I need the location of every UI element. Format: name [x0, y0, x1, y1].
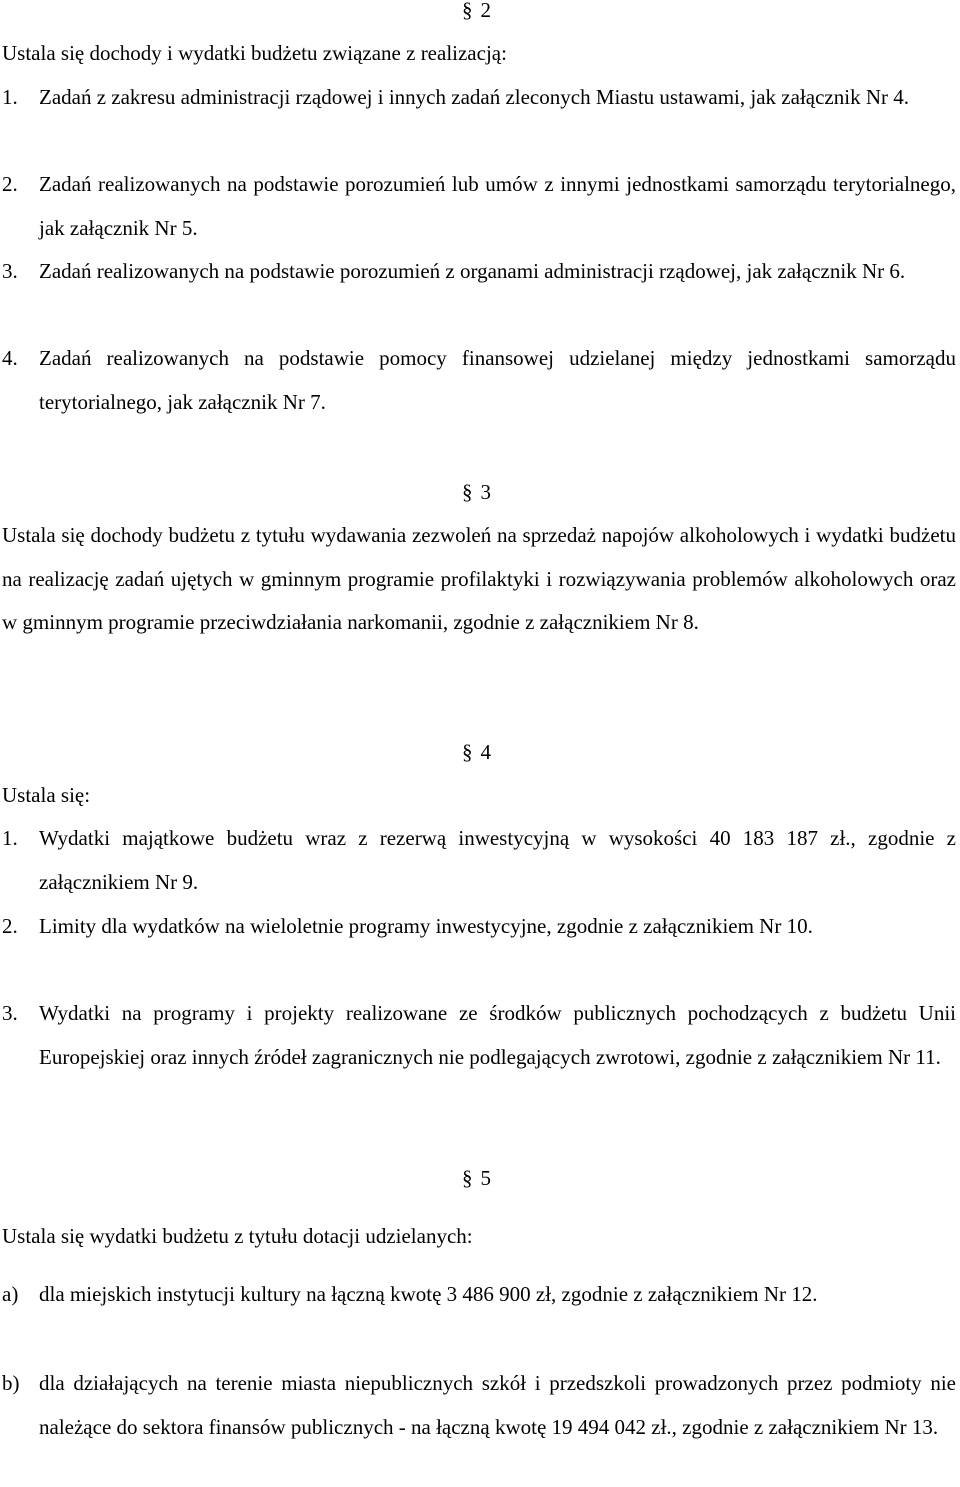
section-heading-2 — [462, 0, 491, 22]
item-number: a) — [2, 1282, 19, 1306]
item-number: 4. — [2, 346, 18, 370]
section-number: 3 — [480, 480, 491, 504]
item-number: 3. — [2, 1001, 18, 1025]
section-symbol: § — [462, 1166, 473, 1190]
item-text: Wydatki na programy i projekty realizowane ze środków publicznych pochodzących z budżetu Unii Europejskiej oraz innych źródeł zagranicznych nie podlegających zwrotowi, zgodnie z załącznikiem Nr 11. — [39, 1001, 956, 1069]
item-text: dla działających na terenie miasta niepublicznych szkół i przedszkoli prowadzonych przez podmioty nie należące do sektora finansów publicznych - na łączną kwotę 19 494 042 zł., zgodnie z załącznikiem Nr 13. — [39, 1371, 956, 1439]
section-2-item-3 — [2, 250, 956, 294]
item-number: 1. — [2, 85, 18, 109]
section-3-paragraph: Ustala się dochody budżetu z tytułu wydawania zezwoleń na sprzedaż napojów alkoholowych i wydatki budżetu na realizację zadań ujętych w gminnym programie profilaktyki i rozwiązywania problemów alkoholowych oraz w gminnym programie przeciwdziałania narkomanii, zgodnie z załącznikiem Nr 8. — [2, 523, 956, 634]
section-number: 2 — [480, 0, 491, 22]
section-2-intro: Ustala się dochody i wydatki budżetu związane z realizacją: — [2, 41, 507, 65]
section-5-item-b — [2, 1362, 956, 1449]
item-text: Zadań realizowanych na podstawie pomocy finansowej udzielanej między jednostkami samorządu terytorialnego, jak załącznik Nr 7. — [39, 346, 956, 414]
item-number: 1. — [2, 826, 18, 850]
section-symbol: § — [462, 0, 473, 22]
item-text: Limity dla wydatków na wieloletnie programy inwestycyjne, zgodnie z załącznikiem Nr 10. — [39, 914, 813, 938]
section-4-item-3 — [2, 992, 956, 1079]
section-5-item-a — [2, 1273, 956, 1317]
section-number: 5 — [480, 1166, 491, 1190]
item-number: b) — [2, 1371, 20, 1395]
item-text: Zadań realizowanych na podstawie porozumień lub umów z innymi jednostkami samorządu terytorialnego, jak załącznik Nr 5. — [39, 172, 956, 240]
section-number: 4 — [480, 740, 491, 764]
section-2-item-1 — [2, 76, 956, 120]
item-number: 3. — [2, 259, 18, 283]
section-heading-3 — [462, 480, 491, 504]
section-symbol: § — [462, 480, 473, 504]
section-heading-4 — [462, 740, 491, 764]
section-4-intro: Ustala się: — [2, 783, 91, 807]
section-2-item-4 — [2, 337, 956, 424]
item-text: dla miejskich instytucji kultury na łączną kwotę 3 486 900 zł, zgodnie z załącznikiem Nr 12. — [39, 1282, 818, 1306]
item-number: 2. — [2, 914, 18, 938]
section-4-item-1 — [2, 817, 956, 904]
section-symbol: § — [462, 740, 473, 764]
section-4-item-2 — [2, 905, 956, 949]
section-5-intro: Ustala się wydatki budżetu z tytułu dotacji udzielanych: — [2, 1224, 473, 1248]
item-number: 2. — [2, 172, 18, 196]
section-2-item-2 — [2, 163, 956, 250]
item-text: Zadań realizowanych na podstawie porozumień z organami administracji rządowej, jak załącznik Nr 6. — [39, 259, 906, 283]
item-text: Wydatki majątkowe budżetu wraz z rezerwą inwestycyjną w wysokości 40 183 187 zł., zgodnie z załącznikiem Nr 9. — [39, 826, 956, 894]
section-heading-5 — [462, 1166, 491, 1190]
item-text: Zadań z zakresu administracji rządowej i innych zadań zleconych Miastu ustawami, jak załącznik Nr 4. — [39, 85, 909, 109]
